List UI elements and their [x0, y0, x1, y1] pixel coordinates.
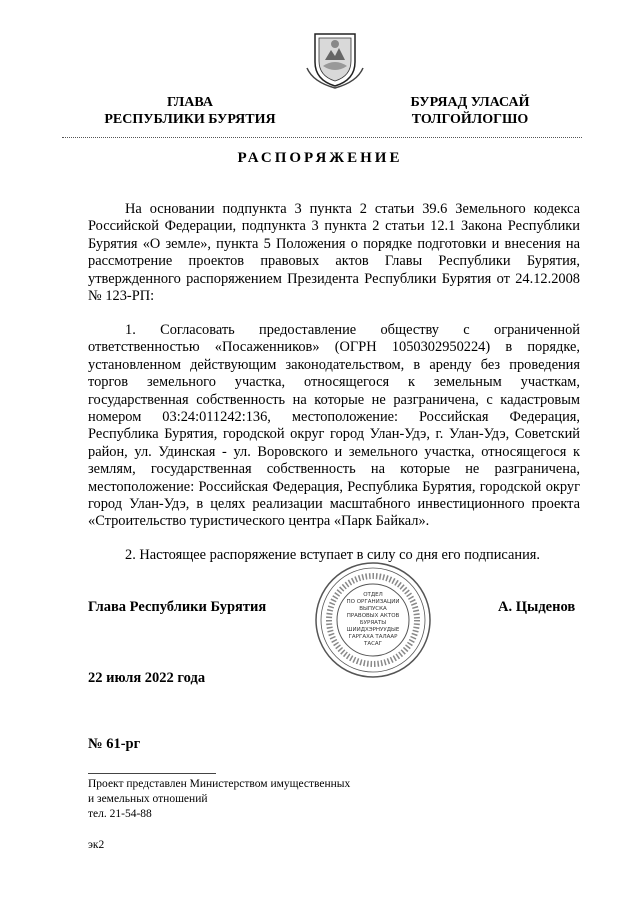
stamp-line: ТАСАГ: [363, 641, 383, 647]
header-left-line2: РЕСПУБЛИКИ БУРЯТИЯ: [104, 112, 276, 127]
document-date: 22 июля 2022 года: [88, 670, 206, 686]
footer-line1: Проект представлен Министерством имущественных: [88, 778, 351, 790]
header-left: [70, 94, 310, 128]
footer-phone: тел. 21-54-88: [88, 808, 152, 820]
footer-copies: эк2: [88, 839, 105, 851]
header-right-line2: ТОЛГОЙЛОГШО: [411, 112, 529, 127]
stamp-line: ВЫПУСКА: [359, 606, 387, 612]
header-left-line1: ГЛАВА: [167, 95, 213, 110]
paragraph-preamble: На основании подпункта 3 пункта 2 статьи 39.6 Земельного кодекса Российской Федерации, подпункта 3 пункта 2 статьи 12.1 Закона Республики Бурятия «О земле», пункта 5 Положения о порядке подготовки и внесения на рассмотрение проектов правовых актов Главы Республики Бурятия, утвержденного распоряжением Президента Республики Бурятия от 24.12.2008 № 123-РП:: [88, 201, 580, 305]
paragraph-item-1: 1. Согласовать предоставление обществу с ограниченной ответственностью «Посаженников» (ОГРН 1050302950224) в порядке, установленном действующим законодательством, в аренду без проведения торгов земельного участка, относящегося к земельным участкам, государственная собственность на которые не разграничена, с кадастровым номером 03:24:011242:136, местоположение: Российская Федерация, Республика Бурятия, городской округ город Улан-Удэ, г. Улан-Удэ, Советский район, ул. Удинская - ул. Воровского и земельного участка, относящегося к землям, государственная собственность на которые не разграничена, местоположение: Российская Федерация, Республика Бурятия, городской округ город Улан-Удэ, в целях реализации масштабного инвестиционного проекта «Строительство туристического центра «Парк Байкал».: [88, 322, 580, 530]
stamp-line: ОТДЕЛ: [363, 592, 383, 598]
document-number: № 61-рг: [88, 736, 141, 752]
signature-name: А. Цыденов: [498, 599, 576, 615]
stamp-line: ПРАВОВЫХ АКТОВ: [346, 613, 400, 619]
document-title: РАСПОРЯЖЕНИЕ: [237, 150, 403, 166]
header-divider: [62, 137, 582, 138]
footer-divider: [88, 773, 216, 774]
coat-of-arms-icon: [305, 28, 365, 90]
signature-position: Глава Республики Бурятия: [88, 599, 267, 615]
stamp-line: ШИИДХЭРНУУДЫЕ: [346, 627, 400, 633]
header-right: [360, 94, 580, 128]
stamp-line: БУРЯАТЫ: [359, 620, 387, 626]
footer-line2: и земельных отношений: [88, 793, 208, 805]
official-stamp: [313, 560, 433, 680]
stamp-line: ГАРГАХА ТАЛААР: [348, 634, 398, 640]
stamp-line: ПО ОРГАНИЗАЦИИ: [346, 599, 400, 605]
header-right-line1: БУРЯАД УЛАСАЙ: [410, 95, 530, 110]
paragraph-item-2: 2. Настоящее распоряжение вступает в силу со дня его подписания.: [125, 547, 540, 563]
